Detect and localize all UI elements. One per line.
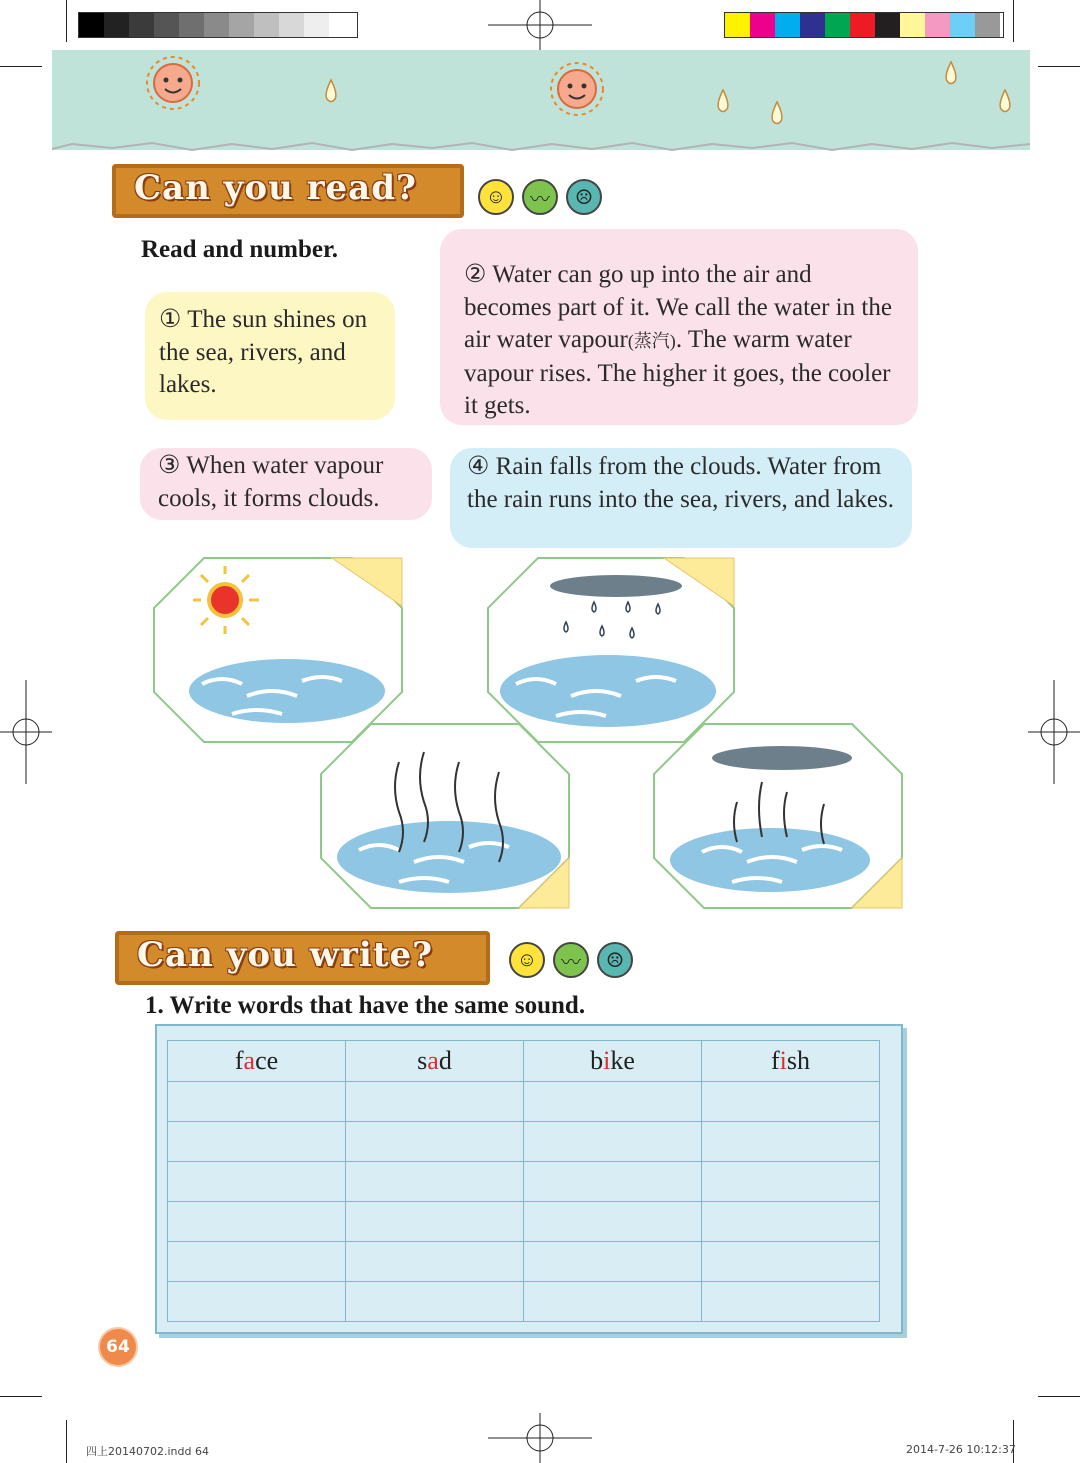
happy-face-icon[interactable]: ☺ [478, 179, 514, 215]
read-instruction: Read and number. [141, 236, 339, 263]
answer-cell[interactable] [702, 1122, 880, 1162]
card-number: ① [159, 306, 182, 333]
registration-target-icon [488, 0, 592, 50]
answer-cell[interactable] [346, 1202, 524, 1242]
table-row [168, 1162, 880, 1202]
crop-mark [66, 1420, 67, 1463]
picture-sun-over-water [152, 556, 404, 744]
timestamp-slug: 2014-7-26 10:12:37 [906, 1443, 1016, 1456]
crop-mark [1038, 66, 1080, 67]
answer-cell[interactable] [702, 1082, 880, 1122]
registration-target-icon [1028, 680, 1080, 784]
table-row [168, 1082, 880, 1122]
card-number: ② [464, 261, 487, 288]
answer-cell[interactable] [168, 1082, 346, 1122]
crop-mark [1038, 1396, 1080, 1397]
process-color-bar [724, 12, 1004, 38]
raindrop-icon [714, 88, 732, 114]
page-number: 64 [98, 1327, 138, 1367]
table-row [168, 1202, 880, 1242]
answer-cell[interactable] [702, 1202, 880, 1242]
answer-cell[interactable] [346, 1162, 524, 1202]
neutral-face-icon[interactable]: 〰 [522, 179, 558, 215]
card-number: ④ [467, 453, 490, 480]
picture-cloud-and-vapour [652, 722, 904, 910]
torn-paper-edge [52, 138, 1030, 152]
column-header-face: face [168, 1041, 346, 1082]
answer-cell[interactable] [524, 1202, 702, 1242]
raindrop-icon [942, 60, 960, 86]
column-header-fish: fish [702, 1041, 880, 1082]
answer-cell[interactable] [168, 1202, 346, 1242]
crop-mark [0, 66, 42, 67]
answer-cell[interactable] [524, 1082, 702, 1122]
card-gloss: (蒸汽) [627, 331, 676, 351]
card-number: ③ [158, 452, 181, 479]
answer-cell[interactable] [168, 1122, 346, 1162]
text-card-2 [440, 229, 918, 425]
answer-cell[interactable] [702, 1282, 880, 1322]
answer-cell[interactable] [168, 1242, 346, 1282]
answer-cell[interactable] [524, 1242, 702, 1282]
table-row [168, 1122, 880, 1162]
crop-mark [1013, 1420, 1014, 1463]
neutral-face-icon[interactable]: 〰 [553, 942, 589, 978]
registration-target-icon [488, 1413, 592, 1463]
banner-title: Can you read? [134, 168, 417, 208]
picture-vapour-rising [319, 722, 571, 910]
file-slug: 四上20140702.indd 64 [86, 1445, 209, 1458]
picture-rain-over-water [486, 556, 736, 744]
raindrop-icon [768, 100, 786, 126]
word-table [167, 1040, 880, 1322]
answer-cell[interactable] [702, 1162, 880, 1202]
sad-face-icon[interactable]: ☹ [597, 942, 633, 978]
registration-target-icon [0, 680, 52, 784]
sun-character-icon [137, 52, 209, 114]
card-text: When water vapour cools, it forms clouds. [158, 452, 384, 512]
column-header-sad: sad [346, 1041, 524, 1082]
table-header-row [168, 1041, 880, 1082]
answer-cell[interactable] [346, 1242, 524, 1282]
happy-face-icon[interactable]: ☺ [509, 942, 545, 978]
grayscale-color-bar [78, 12, 358, 38]
text-card-4 [450, 448, 912, 548]
sun-character-icon [541, 58, 613, 120]
banner-title: Can you write? [137, 935, 433, 975]
raindrop-icon [996, 88, 1014, 114]
text-card-1 [145, 292, 395, 420]
text-card-3 [140, 448, 432, 520]
sad-face-icon[interactable]: ☹ [566, 179, 602, 215]
answer-cell[interactable] [168, 1282, 346, 1322]
crop-mark [1013, 0, 1014, 42]
card-text: Water can go up into the air and becomes part of it. We call the water in the air water vapour [464, 261, 892, 353]
section-banner-write [115, 931, 490, 985]
raindrop-icon [322, 78, 340, 104]
answer-cell[interactable] [346, 1082, 524, 1122]
column-header-bike: bike [524, 1041, 702, 1082]
table-row [168, 1242, 880, 1282]
crop-mark [66, 0, 67, 42]
answer-cell[interactable] [346, 1122, 524, 1162]
answer-cell[interactable] [524, 1122, 702, 1162]
answer-cell[interactable] [168, 1162, 346, 1202]
card-text: Rain falls from the clouds. Water from the rain runs into the sea, rivers, and lakes. [467, 453, 894, 513]
answer-cell[interactable] [524, 1282, 702, 1322]
section-banner-read [112, 164, 464, 218]
answer-cell[interactable] [524, 1162, 702, 1202]
write-instruction: 1. Write words that have the same sound. [145, 992, 586, 1019]
answer-cell[interactable] [346, 1282, 524, 1322]
answer-cell[interactable] [702, 1242, 880, 1282]
card-text: The sun shines on the sea, rivers, and lakes. [159, 306, 368, 398]
table-row [168, 1282, 880, 1322]
crop-mark [0, 1396, 42, 1397]
card-text-after: . The warm water vapour rises. The higher it goes, the cooler it gets. [464, 326, 891, 419]
word-sound-table [155, 1024, 903, 1334]
